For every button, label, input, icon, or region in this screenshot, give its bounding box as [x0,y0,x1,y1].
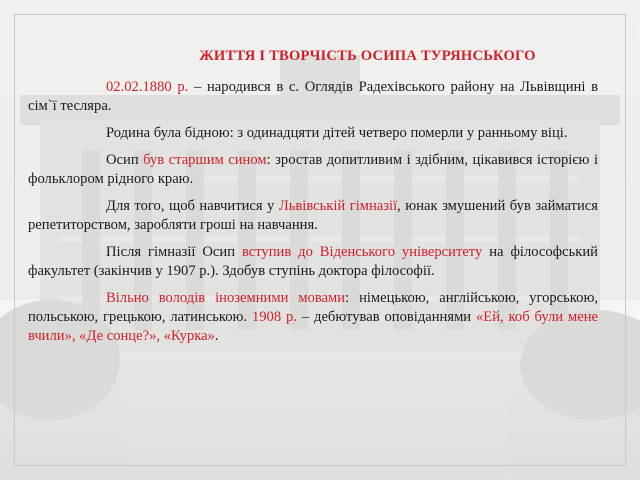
text-segment: . [214,328,219,344]
text-segment: Для того, щоб навчитися у [106,198,279,214]
text-segment: – дебютував оповіданнями [296,309,476,325]
paragraph [28,243,598,281]
text-segment: Родина була бідною: з одинадцяти дітей четверо померли у ранньому віці. [106,125,568,141]
paragraph [28,151,598,189]
slide-title: ЖИТТЯ І ТВОРЧІСТЬ ОСИПА ТУРЯНСЬКОГО [199,48,536,64]
biography-text [28,78,598,354]
paragraph [28,289,598,346]
highlighted-text: Львівській гімназії [278,198,398,214]
highlighted-text: був старшим сином [143,152,267,168]
highlighted-text: 02.02.1880 р. [106,79,189,95]
highlighted-text: вступив до Віденського університету [241,244,483,260]
paragraph [28,124,598,143]
highlighted-text: Вільно володів іноземними мовами [106,290,346,306]
text-segment: : німецькою, англійською, угорською, польською, грецькою, латинською. [28,290,599,325]
text-segment: , юнак змушений був займатися репетиторством, заробляти гроші на навчання. [28,198,599,233]
paragraph [28,78,598,116]
text-segment: на філософський факультет (закінчив у 1907 р.). Здобув ступінь доктора філософії. [28,244,598,279]
paragraph [28,197,598,235]
text-segment: Після гімназії Осип [106,244,242,260]
highlighted-text: «Ей, коб були мене вчили», «Де сонце?», «Курка» [28,309,598,344]
text-segment: : зростав допитливим і здібним, цікавився історією і фольклором рідного краю. [28,152,598,187]
text-segment: – народився в с. Оглядів Радехівського району на Львівщині в сім`ї тесляра. [28,79,599,114]
highlighted-text: 1908 р. [251,309,297,325]
text-segment: Осип [106,152,144,168]
